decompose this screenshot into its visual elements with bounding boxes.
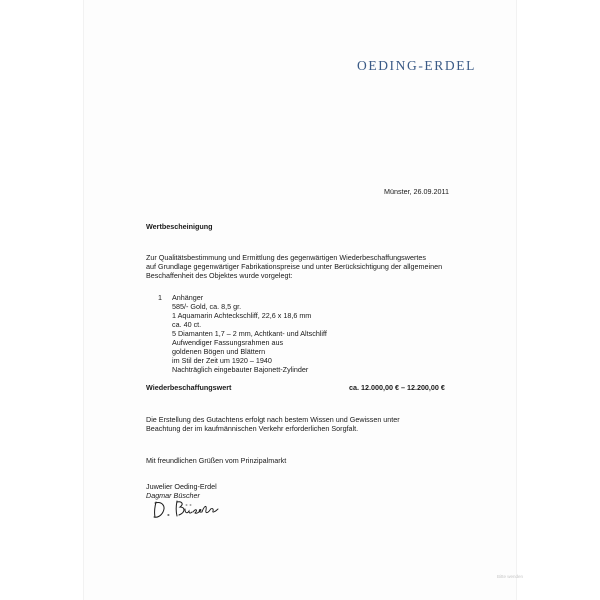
date-line: Münster, 26.09.2011	[384, 187, 449, 196]
signature-name: Dagmar Büscher	[146, 491, 200, 500]
handwritten-signature	[152, 498, 234, 520]
item-line: ca. 40 ct.	[172, 320, 202, 329]
document-page	[84, 0, 516, 600]
item-line: 1 Aquamarin Achteckschliff, 22,6 x 18,6 mm	[172, 311, 312, 320]
intro-line: Zur Qualitätsbestimmung und Ermittlung des gegenwärtigen Wiederbeschaffungswertes	[146, 253, 426, 262]
closing-line: Die Erstellung des Gutachtens erfolgt nach bestem Wissen und Gewissen unter	[146, 415, 400, 424]
item-line: goldenen Bögen und Blättern	[172, 347, 266, 356]
document-title: Wertbescheinigung	[146, 222, 213, 231]
item-line: im Stil der Zeit um 1920 – 1940	[172, 356, 272, 365]
item-line: Aufwendiger Fassungsrahmen aus	[172, 338, 284, 347]
item-line: Nachträglich eingebauter Bajonett-Zylinder	[172, 365, 309, 374]
item-line: 5 Diamanten 1,7 – 2 mm, Achtkant- und Altschliff	[172, 329, 327, 338]
intro-line: Beschaffenheit des Objektes wurde vorgelegt:	[146, 271, 293, 280]
footer-note: Bitte wenden	[497, 574, 524, 579]
signature-company: Juwelier Oeding-Erdel	[146, 482, 217, 491]
letterhead-brand: OEDING-ERDEL	[357, 58, 476, 73]
item-line: 585/- Gold, ca. 8,5 gr.	[172, 302, 242, 311]
greeting: Mit freundlichen Grüßen vom Prinzipalmarkt	[146, 456, 287, 465]
value-label: Wiederbeschaffungswert	[146, 383, 232, 392]
value-amount: ca. 12.000,00 € – 12.200,00 €	[349, 383, 445, 392]
intro-line: auf Grundlage gegenwärtiger Fabrikationspreise und unter Berücksichtigung der allgemeinen	[146, 262, 443, 271]
item-line: Anhänger	[172, 293, 204, 302]
closing-line: Beachtung der im kaufmännischen Verkehr erforderlichen Sorgfalt.	[146, 424, 359, 433]
item-quantity: 1	[158, 293, 162, 302]
